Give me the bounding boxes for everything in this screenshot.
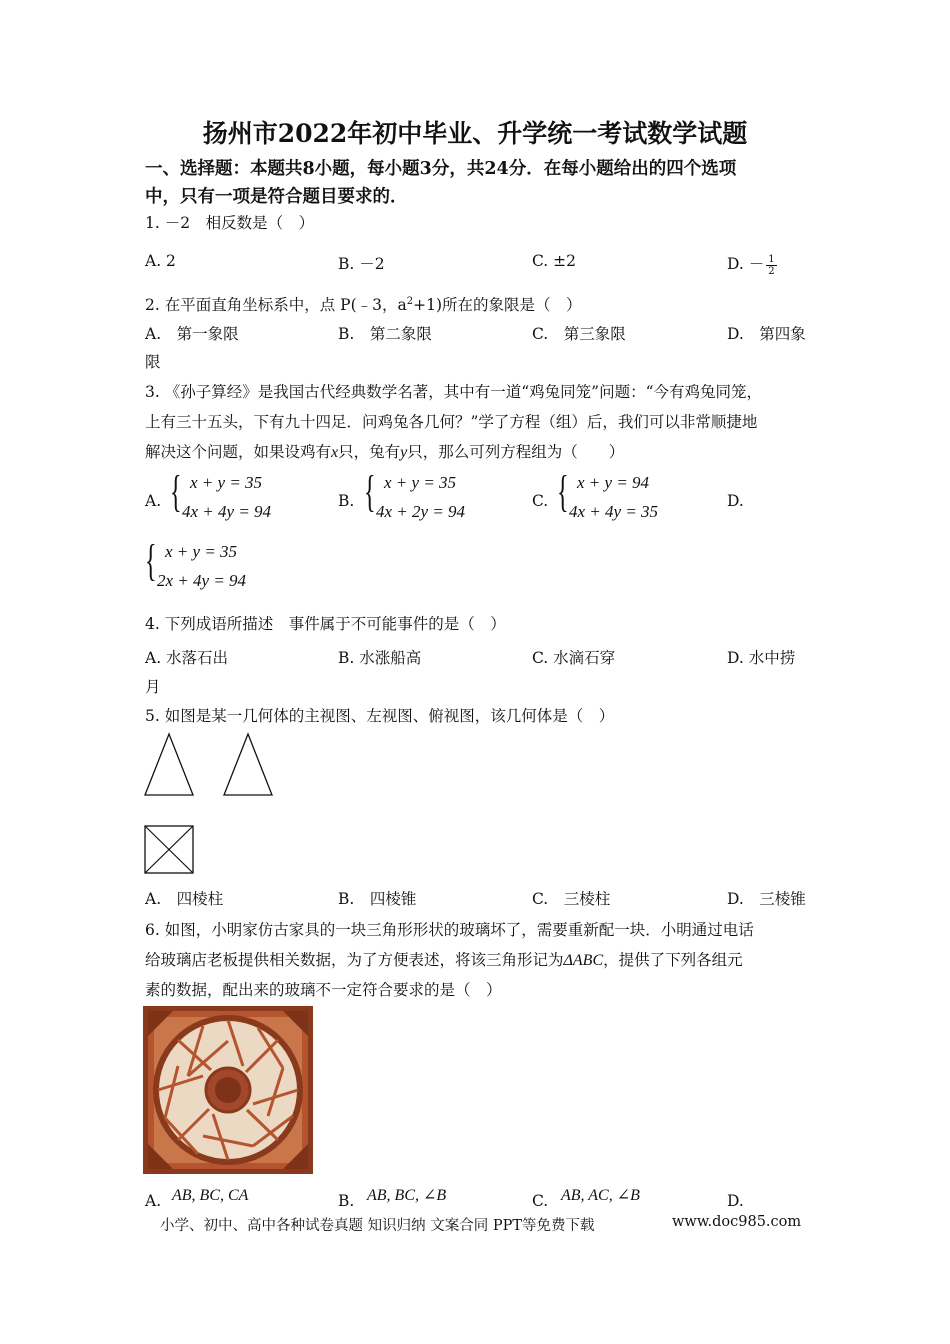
q3-brace-c: { — [557, 467, 569, 516]
q3-system-d-eq2: 2x + 4y = 94 — [157, 571, 247, 590]
q3-system-c-eq1: x + y = 94 — [577, 473, 650, 492]
q3-brace-d: { — [145, 536, 157, 585]
q2-option-a: A. 第一象限 — [145, 325, 239, 343]
q3-line3-a: 解决这个问题，如果设鸡有 — [145, 443, 332, 461]
q5-option-a: A. 四棱柱 — [145, 890, 224, 908]
q3-system-a-eq1: x + y = 35 — [190, 473, 263, 492]
q5-option-c: C. 三棱柱 — [532, 890, 611, 908]
q1-option-a: A. 2 — [145, 252, 176, 270]
top-view-square — [143, 824, 197, 876]
q2-option-c: C. 第三象限 — [532, 325, 626, 343]
q6-option-a-math: AB, BC, CA — [172, 1187, 249, 1204]
q6-label-d: D. — [727, 1192, 744, 1210]
q3-var-x: x — [331, 444, 339, 461]
q3-system-b-eq2: 4x + 2y = 94 — [376, 502, 466, 521]
q5-stem: 5. 如图是某一几何体的主视图、左视图、俯视图，该几何体是（ ） — [145, 707, 615, 725]
q3-system-d — [145, 536, 275, 602]
q3-line1: 3. 《孙子算经》是我国古代经典数学名著，其中有一道“鸡兔同笼”问题：“今有鸡兔同笼， — [145, 383, 762, 401]
q3-label-a: A. — [145, 492, 162, 510]
q6-line1: 6. 如图，小明家仿古家具的一块三角形形状的玻璃坏了，需要重新配一块．小明通过电话 — [145, 921, 754, 939]
q4-wrap: 月 — [145, 678, 161, 696]
q3-line3-b: 只，兔有 — [338, 443, 401, 461]
q3-brace-b: { — [364, 467, 376, 516]
q6-line2-a: 给玻璃店老板提供相关数据，为了方便表述，将该三角形记为 — [145, 951, 564, 969]
q6-option-b-math: AB, BC, ∠B — [367, 1187, 447, 1204]
q1-fraction-numerator: 1 — [768, 253, 775, 265]
q1-option-d-label: D. － — [727, 255, 765, 273]
q3-brace-a: { — [170, 467, 182, 516]
q6-line2 — [145, 948, 743, 970]
q3-line3 — [145, 440, 624, 462]
q2-stem-pre: 2. 在平面直角坐标系中，点 P(﹣3，a — [145, 296, 407, 314]
q1-stem: 1. －2 相反数是（ ） — [145, 214, 315, 232]
side-view-triangle — [222, 732, 276, 798]
q3-system-a — [170, 467, 300, 533]
q2-wrap: 限 — [145, 353, 161, 371]
q3-system-d-eq1: x + y = 35 — [165, 542, 238, 561]
footer-text: 小学、初中、高中各种试卷真题 知识归纳 文案合同 PPT等免费下载 — [160, 1218, 595, 1234]
q6-line3: 素的数据，配出来的玻璃不一定符合要求的是（ ） — [145, 981, 502, 999]
section-heading-line1: 一、选择题：本题共8小题，每小题3分，共24分．在每小题给出的四个选项 — [145, 159, 737, 179]
q3-var-y: y — [400, 444, 408, 461]
q4-stem: 4. 下列成语所描述 事件属于不可能事件的是（ ） — [145, 615, 506, 633]
front-view-triangle — [143, 732, 197, 798]
footer-url: www.doc985.com — [672, 1214, 802, 1230]
q3-label-b: B. — [338, 492, 355, 510]
q3-system-c — [557, 467, 687, 533]
q4-option-a: A. 水落石出 — [145, 649, 229, 667]
q2-stem-post: +1)所在的象限是（ ） — [413, 296, 582, 314]
q4-option-d: D. 水中捞 — [727, 649, 796, 667]
q6-triangle-symbol: ΔABC — [563, 952, 604, 969]
q6-label-a: A. — [145, 1192, 162, 1210]
exam-title: 扬州市2022年初中毕业、升学统一考试数学试题 — [202, 119, 748, 148]
q1-fraction — [766, 254, 776, 277]
q3-system-b — [364, 467, 494, 533]
q2-option-d: D. 第四象 — [727, 325, 806, 343]
q5-option-b: B. 四棱锥 — [338, 890, 417, 908]
wooden-lattice-image — [143, 1006, 313, 1174]
q3-system-c-eq2: 4x + 4y = 35 — [569, 502, 659, 521]
q2-stem-sup: 2 — [406, 295, 414, 307]
section-heading-line2: 中，只有一项是符合题目要求的． — [145, 187, 408, 207]
q3-line2: 上有三十五头，下有九十四足．问鸡兔各几何？”学了方程（组）后，我们可以非常顺捷地 — [145, 413, 758, 431]
q1-option-b: B. －2 — [338, 255, 385, 273]
q6-line2-b: ，提供了下列各组元 — [603, 951, 743, 969]
q4-option-c: C. 水滴石穿 — [532, 649, 616, 667]
q3-label-d: D. — [727, 492, 744, 510]
q3-system-b-eq1: x + y = 35 — [384, 473, 457, 492]
q6-option-c-math: AB, AC, ∠B — [561, 1187, 640, 1204]
q2-option-b: B. 第二象限 — [338, 325, 432, 343]
q3-line3-c: 只，那么可列方程组为（ ） — [407, 443, 625, 461]
q3-label-c: C. — [532, 492, 549, 510]
q1-fraction-denominator: 2 — [768, 265, 775, 277]
q3-system-a-eq2: 4x + 4y = 94 — [182, 502, 272, 521]
q6-label-c: C. — [532, 1192, 549, 1210]
q6-label-b: B. — [338, 1192, 355, 1210]
q2-stem — [145, 293, 582, 315]
q5-option-d: D. 三棱锥 — [727, 890, 806, 908]
q4-option-b: B. 水涨船高 — [338, 649, 422, 667]
q1-option-c: C. ±2 — [532, 252, 577, 270]
q1-option-d — [727, 252, 777, 277]
